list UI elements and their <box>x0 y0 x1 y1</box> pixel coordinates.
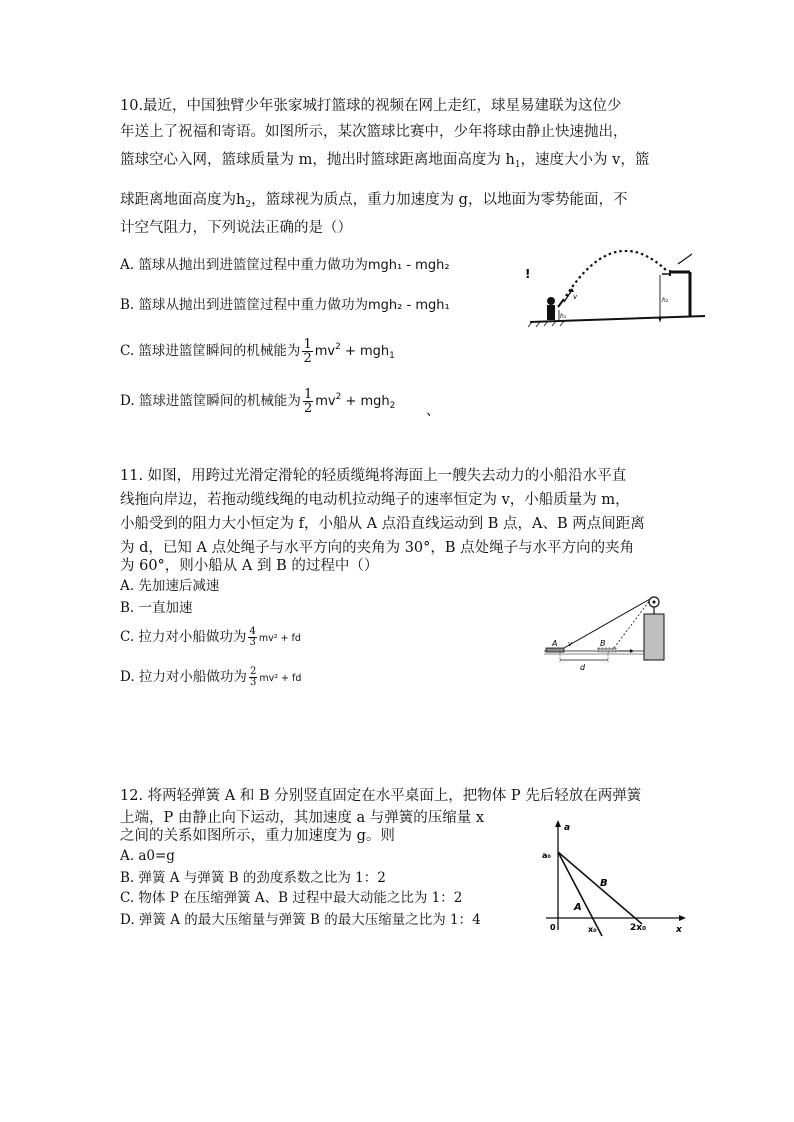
q10-text-line-5: 计空气阻力，下列说法正确的是（） <box>120 220 352 236</box>
q11-option-c[interactable] <box>120 624 301 652</box>
q10-option-d[interactable] <box>120 383 395 420</box>
q11-fig-A-label: A <box>552 639 558 648</box>
q11-option-c-fraction: $\frac{4}{3}$ <box>249 626 256 648</box>
q12-fig-2x0-label: 2x₀ <box>630 923 647 933</box>
q12-fig-x-axis-label: x <box>676 925 682 935</box>
q10-line3-part2: ，速度大小为 v，篮 <box>520 152 650 168</box>
q10-basketball-figure <box>520 250 710 330</box>
q10-option-d-expr: $mv^2 + mgh_2$ <box>315 392 396 411</box>
q10-fig-v-label: v <box>573 293 578 301</box>
q10-line3-part1: 篮球空心入网，篮球质量为 m，抛出时篮球距离地面高度为 h <box>120 152 515 168</box>
q11-text-line-5: 为 60°，则小船从 A 到 B 的过程中（） <box>120 558 379 574</box>
q10-text-line-2: 年送上了祝福和寄语。如图所示，某次篮球比赛中，少年将球由静止快速抛出， <box>120 124 628 140</box>
q10-option-c-fraction: $\frac{1}{2}$ <box>303 336 312 366</box>
q11-fig-v-label: v <box>568 640 573 648</box>
q10-option-a[interactable] <box>120 255 450 276</box>
q11-option-b[interactable]: B. 一直加速 <box>120 600 193 616</box>
q11-option-c-label: C. 拉力对小船做功为 <box>120 629 247 645</box>
q11-option-d[interactable] <box>120 664 301 692</box>
q12-option-b[interactable]: B. 弹簧 A 与弹簧 B 的劲度系数之比为 1：2 <box>120 870 386 886</box>
q10-option-a-expr: mgh₁ - mgh₂ <box>367 258 450 273</box>
q12-fig-a0-label: a₀ <box>542 851 551 860</box>
q11-text-line-1: 11. 如图，用跨过光滑定滑轮的轻质缆绳将海面上一艘失去动力的小船沿水平直 <box>120 468 627 484</box>
q10-text-line-1: 10.最近，中国独臂少年张家城打篮球的视频在网上走红，球星易建联为这位少 <box>120 98 622 114</box>
q12-option-d[interactable]: D. 弹簧 A 的最大压缩量与弹簧 B 的最大压缩量之比为 1：4 <box>120 912 481 928</box>
q10-line4-part1: 球距离地面高度为h <box>120 192 246 208</box>
q11-fig-B-label: B <box>600 639 606 648</box>
q10-text-line-3: 篮球空心入网，篮球质量为 m，抛出时篮球距离地面高度为 $h_1$，速度大小为 v，篮 <box>120 152 650 170</box>
q12-fig-a-axis-label: a <box>564 823 571 833</box>
q10-line4-part2: ，篮球视为质点，重力加速度为 g，以地面为零势能面，不 <box>251 192 628 208</box>
q12-option-a[interactable]: A. a0=g <box>120 848 175 864</box>
q12-fig-A-label: A <box>574 902 582 913</box>
q10-option-c[interactable] <box>120 333 395 370</box>
q11-option-a[interactable]: A. 先加速后减速 <box>120 578 220 594</box>
q10-fig-h2-label: h₂ <box>662 297 669 304</box>
exclaim-glyph: ! <box>525 267 531 281</box>
q12-fig-origin-label: 0 <box>550 923 556 932</box>
q10-option-d-fraction: $\frac{1}{2}$ <box>303 386 313 416</box>
q11-fig-d-label: d <box>580 663 586 672</box>
q12-option-c[interactable]: C. 物体 P 在压缩弹簧 A、B 过程中最大动能之比为 1：2 <box>120 890 463 906</box>
q11-option-d-expr: mv² + fd <box>259 673 302 684</box>
q11-option-d-label: D. 拉力对小船做功为 <box>120 669 247 685</box>
q11-text-line-4: 为 d，已知 A 点处绳子与水平方向的夹角为 30°，B 点处绳子与水平方向的夹角 <box>120 540 635 556</box>
q10-option-b-expr: mgh₂ - mgh₁ <box>368 298 450 313</box>
q12-fig-B-label: B <box>600 878 608 889</box>
q11-option-c-expr: mv² + fd <box>258 633 301 644</box>
q10-trailing-mark: 、 <box>426 403 440 419</box>
q12-a-x-graph <box>530 818 700 940</box>
q10-option-a-label: A. 篮球从抛出到进篮筐过程中重力做功为 <box>120 257 368 273</box>
q11-option-d-fraction: $\frac{2}{3}$ <box>249 666 257 688</box>
q10-option-c-expr: $mv^2 + mgh_1$ <box>314 342 395 361</box>
q11-boat-figure <box>536 590 668 672</box>
q10-option-c-label: C. 篮球进篮筐瞬间的机械能为 <box>120 343 301 359</box>
q10-option-b[interactable] <box>120 295 450 316</box>
q12-text-line-1: 12. 将两轻弹簧 A 和 B 分别竖直固定在水平桌面上，把物体 P 先后轻放在两弹簧 <box>120 788 642 804</box>
q10-option-b-label: B. 篮球从抛出到进篮筐过程中重力做功为 <box>120 297 369 313</box>
q10-text-line-4: 球距离地面高度为$h_2$，篮球视为质点，重力加速度为 g，以地面为零势能面，不 <box>120 192 628 210</box>
q10-option-d-label: D. 篮球进篮筐瞬间的机械能为 <box>120 393 301 409</box>
q12-text-line-2: 上端，P 由静止向下运动，其加速度 a 与弹簧的压缩量 x <box>120 810 485 826</box>
q11-text-line-3: 小船受到的阻力大小恒定为 f，小船从 A 点沿直线运动到 B 点，A、B 两点间距离 <box>120 516 645 532</box>
q12-fig-x0-label: x₀ <box>588 925 597 934</box>
q10-fig-h1-label: h₁ <box>560 313 567 320</box>
q12-text-line-3: 之间的关系如图所示，重力加速度为 g。则 <box>120 828 395 844</box>
q11-text-line-2: 线拖向岸边，若拖动缆线绳的电动机拉动绳子的速率恒定为 v，小船质量为 m， <box>120 492 630 508</box>
